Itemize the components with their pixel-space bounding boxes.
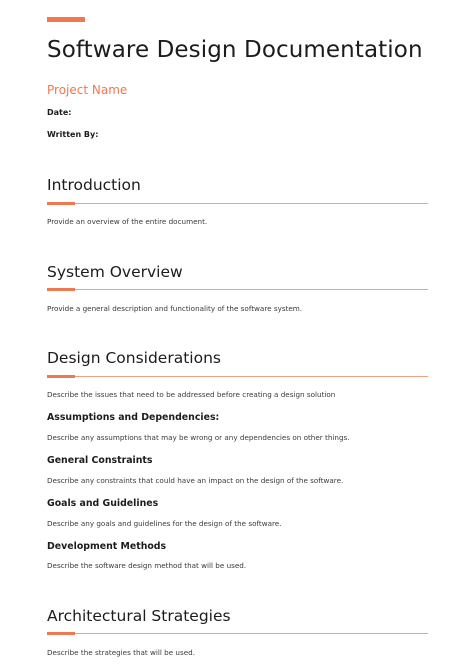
goals-text: Describe any goals and guidelines for the design of the software. [47, 519, 282, 528]
system-overview-text: Provide a general description and functionality of the software system. [47, 304, 303, 313]
document-title: Software Design Documentation [47, 37, 423, 63]
date-label: Date: [47, 108, 72, 117]
divider-accent [47, 288, 75, 291]
divider-accent [47, 375, 75, 378]
written-by-label: Written By: [47, 130, 99, 139]
section-divider [47, 633, 428, 634]
top-accent-bar [47, 17, 85, 22]
methods-text: Describe the software design method that will be used. [47, 561, 247, 570]
project-name: Project Name [47, 83, 128, 97]
heading-design-considerations: Design Considerations [47, 349, 221, 367]
subheading-goals: Goals and Guidelines [47, 498, 159, 509]
assumptions-text: Describe any assumptions that may be wrong or any dependencies on other things. [47, 433, 350, 442]
section-divider [47, 289, 428, 290]
design-considerations-text: Describe the issues that need to be addressed before creating a design solution [47, 390, 336, 399]
heading-architectural-strategies: Architectural Strategies [47, 607, 231, 625]
divider-accent [47, 632, 75, 635]
subheading-constraints: General Constraints [47, 455, 153, 466]
section-divider [47, 376, 428, 377]
subheading-assumptions: Assumptions and Dependencies: [47, 412, 220, 423]
constraints-text: Describe any constraints that could have an impact on the design of the software. [47, 476, 344, 485]
heading-introduction: Introduction [47, 176, 141, 194]
heading-system-overview: System Overview [47, 263, 183, 281]
section-divider [47, 203, 428, 204]
subheading-methods: Development Methods [47, 541, 167, 552]
introduction-text: Provide an overview of the entire document. [47, 217, 208, 226]
architectural-strategies-text: Describe the strategies that will be used. [47, 648, 196, 657]
divider-accent [47, 202, 75, 205]
